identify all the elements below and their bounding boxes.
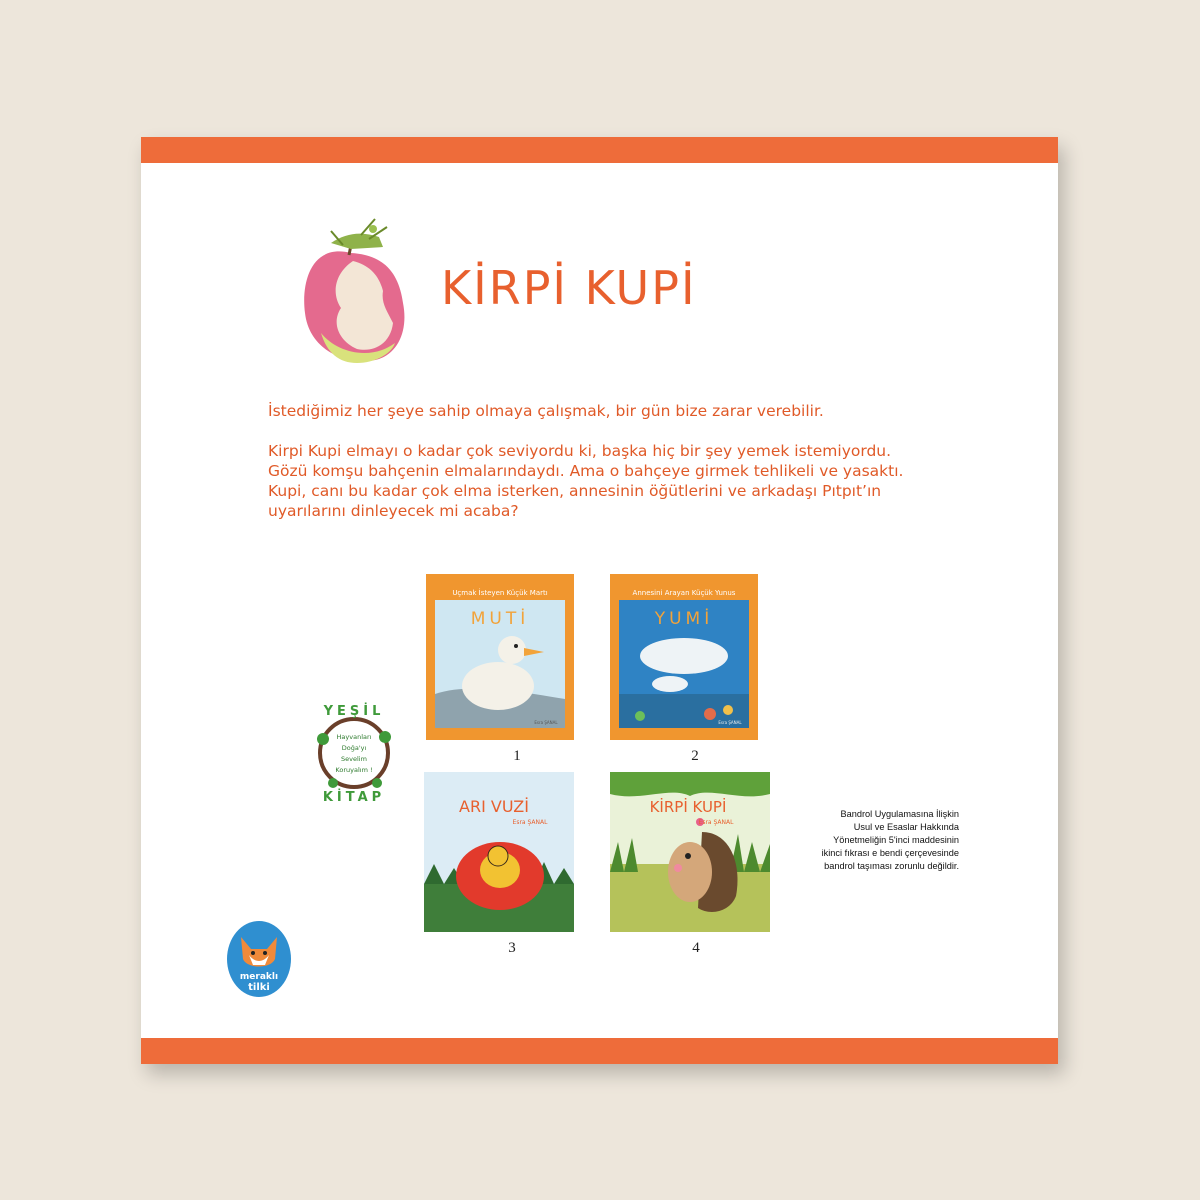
page-title: KİRPİ KUPİ	[441, 261, 697, 315]
book-title: KİRPİ KUPİ	[649, 798, 727, 816]
legal-line: Yönetmeliğin 5'inci maddesinin	[833, 835, 959, 845]
book-title: YUMİ	[654, 609, 714, 629]
tagline: İstediğimiz her şeye sahip olmaya çalışmak, bir gün bize zarar verebilir.	[268, 402, 824, 420]
book-author: Esra ŞANAL	[534, 720, 558, 725]
badge-line: Hayvanları	[336, 733, 372, 741]
story-summary	[268, 441, 988, 521]
legal-notice	[783, 808, 959, 873]
logo-line1: meraklı	[239, 972, 279, 982]
book-title: ARI VUZİ	[459, 797, 529, 816]
book-number: 4	[692, 940, 700, 956]
badge-line: Sevelim	[341, 755, 367, 763]
apple-illustration	[291, 213, 421, 373]
story-line: uyarılarını dinleyecek mi acaba?	[268, 502, 519, 520]
logo-line2: tilki	[248, 982, 270, 993]
yesil-kitap-badge	[311, 699, 397, 803]
book-author: Esra ŞANAL	[512, 819, 548, 826]
legal-line: Bandrol Uygulamasına İlişkin	[840, 809, 959, 819]
book-title: MUTİ	[470, 609, 530, 629]
legal-line: ikinci fıkrası e bendi çerçevesinde	[821, 848, 959, 858]
story-line: Kupi, canı bu kadar çok elma isterken, annesinin öğütlerini ve arkadaşı Pıtpıt’ın	[268, 482, 882, 500]
book-subtitle: Annesini Arayan Küçük Yunus	[632, 589, 736, 597]
book-number: 1	[513, 748, 521, 764]
bottom-band	[141, 1038, 1058, 1064]
badge-bottom: KİTAP	[322, 790, 386, 803]
book-number: 2	[691, 748, 699, 764]
legal-line: bandrol taşıması zorunlu değildir.	[824, 861, 959, 871]
story-line: Gözü komşu bahçenin elmalarındaydı. Ama o bahçeye girmek tehlikeli ve yasaktı.	[268, 462, 904, 480]
book-author: Esra ŞANAL	[718, 720, 742, 725]
book-cover-muti[interactable]	[426, 574, 574, 740]
back-cover	[141, 137, 1058, 1064]
description	[268, 401, 988, 541]
story-line: Kirpi Kupi elmayı o kadar çok seviyordu ki, başka hiç bir şey yemek istemiyordu.	[268, 442, 892, 460]
book-author: Esra ŞANAL	[698, 819, 734, 826]
book-cover-yumi[interactable]	[610, 574, 758, 740]
merakli-tilki-logo	[225, 919, 293, 999]
badge-line: Koruyalım !	[335, 766, 373, 774]
badge-top: YEŞİL	[323, 704, 385, 719]
legal-line: Usul ve Esaslar Hakkında	[853, 822, 959, 832]
badge-line: Doğa'yı	[341, 744, 367, 752]
top-band	[141, 137, 1058, 163]
book-subtitle: Uçmak İsteyen Küçük Martı	[452, 589, 548, 597]
book-cover-ari-vuzi[interactable]	[424, 772, 574, 932]
book-number: 3	[508, 940, 516, 956]
book-cover-kirpi-kupi[interactable]	[610, 772, 770, 932]
